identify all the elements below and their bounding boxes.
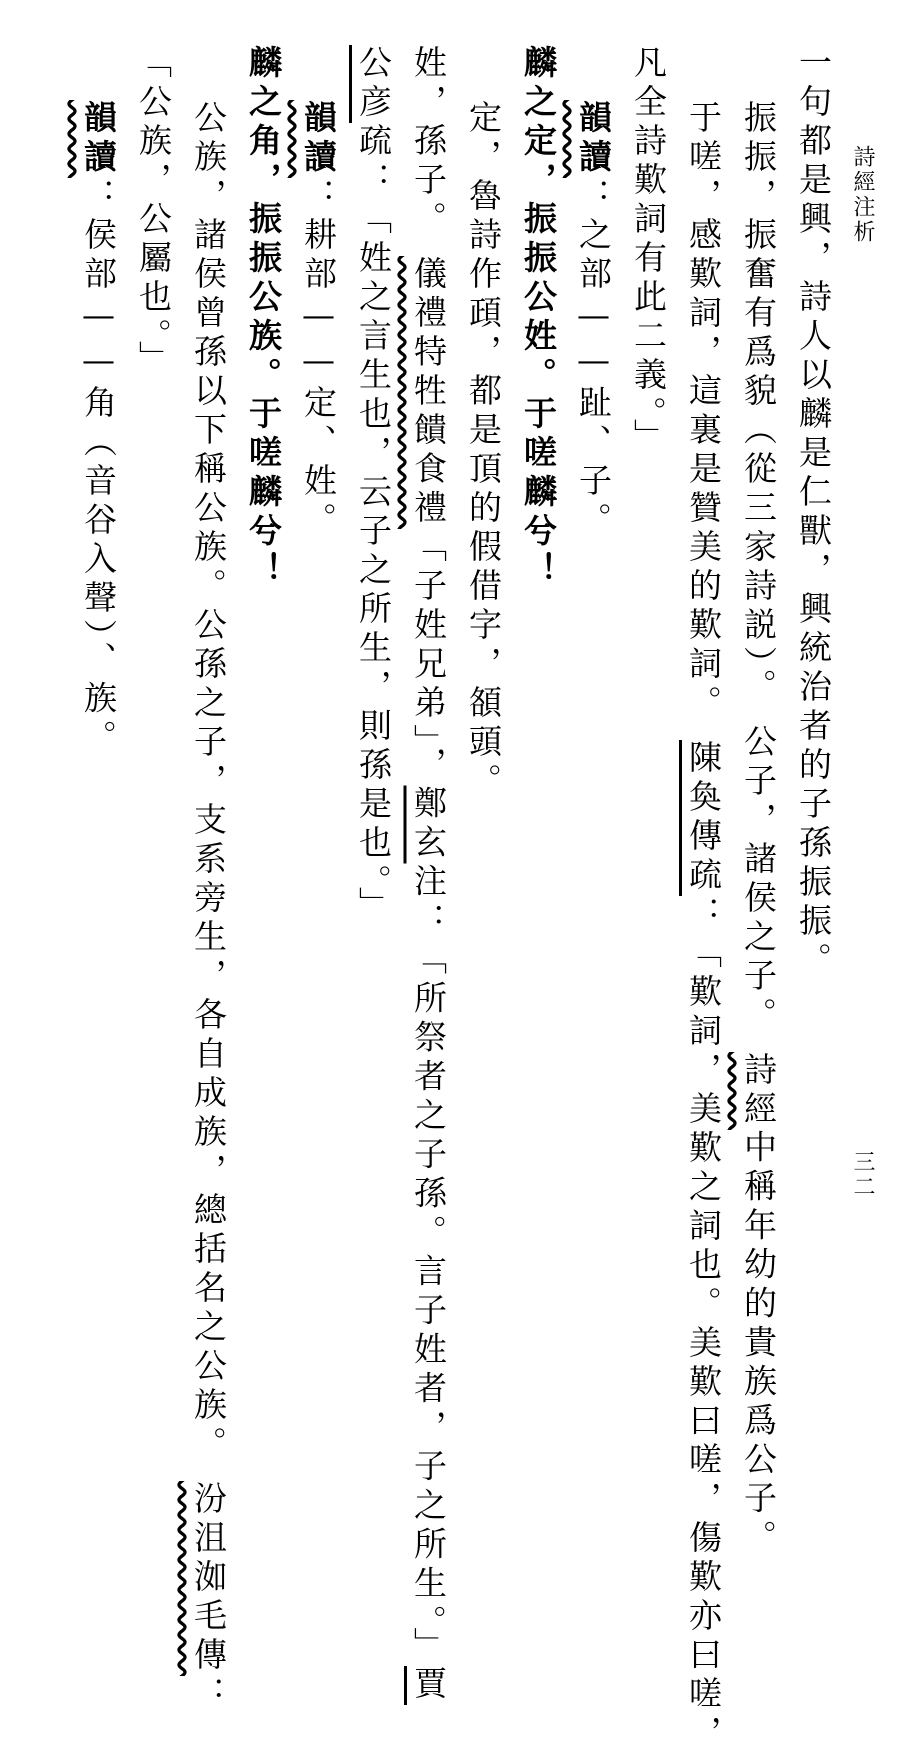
page-number: 三二 — [850, 1150, 875, 1200]
book-title-chen-huan: 陳奐傳疏 — [684, 740, 723, 896]
person-name-gongyan: 公彦 — [354, 45, 393, 123]
text-column-4: 凡全詩歎詞有此二義。」 — [629, 45, 668, 458]
book-title-shijing: 詩經 — [739, 1051, 778, 1130]
verse-line-3: 麟之角，振振公族。于嗟麟兮！ — [244, 45, 283, 591]
column-2-part-4: 中稱年幼的貴族爲公子。 — [739, 1129, 778, 1559]
column-3-part-1: 于嗟，感歎詞，這裏是贊美的歎詞。 — [684, 100, 723, 724]
text-column-9 — [354, 45, 393, 926]
text-column-1: 一句都是興，詩人以麟是仁獸，興統治者的子孫振振。 — [794, 45, 833, 981]
text-column-7: 定，魯詩作頙，都是頂的假借字，頟頭。 — [464, 100, 503, 802]
text-column-14 — [79, 100, 118, 759]
column-3-part-3: ：「歎詞，美歎之詞也。美歎曰嗟，傷歎亦曰嗟， — [684, 896, 723, 1754]
text-column-12 — [189, 100, 228, 1715]
book-title-fenjuru: 汾沮洳毛傳 — [189, 1481, 228, 1676]
rhyme-text: ：侯部——角（音谷入聲）、族。 — [79, 178, 118, 759]
text-column-3 — [684, 100, 723, 1754]
column-2-part-2: 公子，諸侯之子。 — [739, 723, 778, 1036]
rhyme-text: ：之部——趾、子。 — [574, 178, 613, 541]
column-8-part-5: 注：「所祭者之子孫。言子姓者，子之所生。」 — [409, 863, 448, 1666]
running-title: 詩經注析 — [850, 145, 875, 245]
person-name-zheng-xuan: 鄭玄 — [409, 785, 448, 864]
text-column-10 — [299, 100, 338, 541]
column-2-part-1: 振振，振奮有爲貌（從三家詩説）。 — [739, 100, 778, 708]
text-column-2 — [739, 100, 778, 1559]
verse-line-2: 麟之定，振振公姓。于嗟麟兮！ — [519, 45, 558, 591]
text-column-8 — [409, 45, 448, 1705]
column-12-part-3: ： — [189, 1676, 228, 1715]
rhyme-label: 韻讀 — [79, 100, 118, 178]
rhyme-label: 韻讀 — [299, 100, 338, 178]
column-12-part-1: 公族，諸侯曾孫以下稱公族。公孫之子，支系旁生，各自成族，總括名之公族。 — [189, 100, 228, 1465]
book-title-yili: 儀禮特牲饋食禮 — [409, 256, 448, 529]
text-column-13: 「公族，公屬也。」 — [134, 45, 173, 380]
column-8-part-3: 「子姓兄弟」， — [409, 529, 448, 786]
text-column-5 — [574, 100, 613, 541]
column-9-part-2: 疏：「姓之言生也，云子之所生，則孫是也。」 — [354, 123, 393, 926]
rhyme-label: 韻讀 — [574, 100, 613, 178]
rhyme-text: ：耕部——定、姓。 — [299, 178, 338, 541]
person-name-jia: 賈 — [409, 1666, 448, 1705]
column-8-part-1: 姓，孫子。 — [409, 45, 448, 240]
